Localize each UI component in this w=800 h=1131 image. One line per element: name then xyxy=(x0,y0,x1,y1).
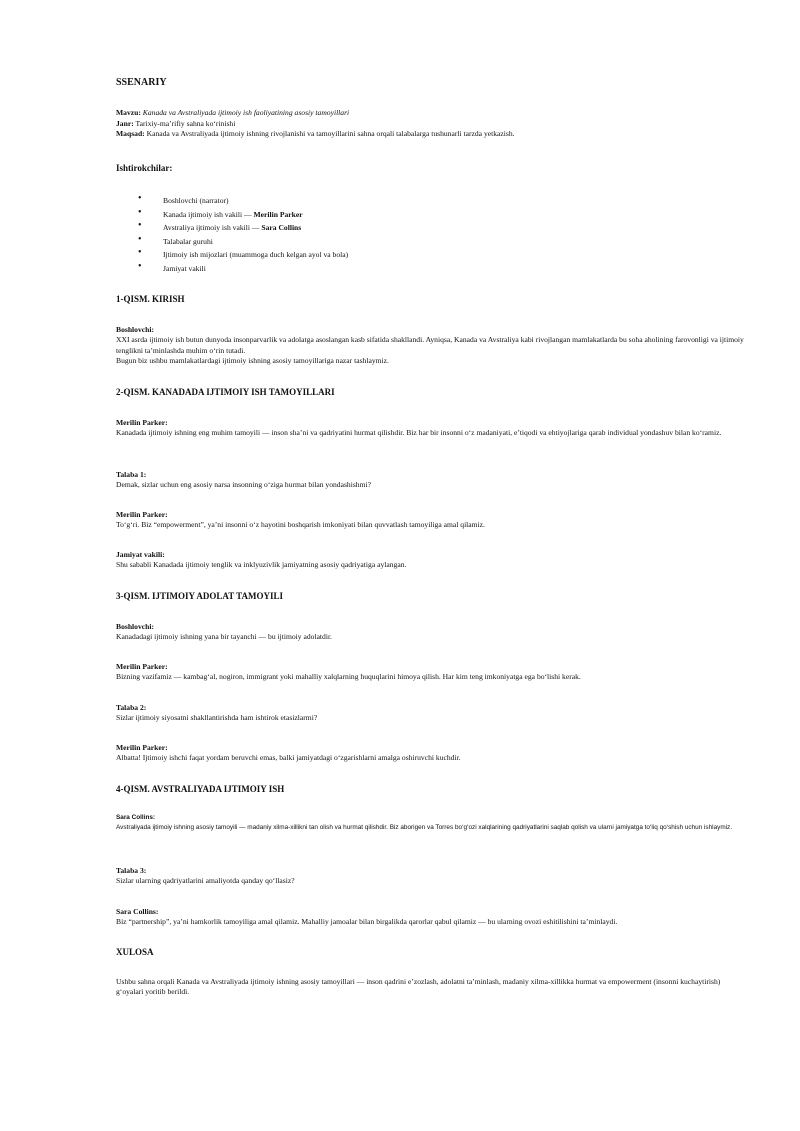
topic-line xyxy=(116,108,515,119)
speaker-name: Merilin Parker: xyxy=(116,418,168,427)
dialogue-text: Demak, sizlar uchun eng asosiy narsa insonning o‘ziga hurmat bilan yondashishmi? xyxy=(116,480,371,490)
dialogue-text: Bizning vazifamiz — kambag‘al, nogiron, immigrant yoki mahalliy xalqlarning huquqlarini himoya qilish. Har kim teng imkoniyatga ega bo‘lishi kerak. xyxy=(116,672,581,682)
participant-item: • Avstraliya ijtimoiy ish vakili — Sara Collins xyxy=(116,221,348,235)
section-heading-2: 2-QISM. KANADADA IJTIMOIY ISH TAMOYILLARI xyxy=(116,387,335,397)
dialogue-entry xyxy=(116,470,746,491)
dialogue-text: To‘g‘ri. Biz “empowerment”, ya’ni insonni o‘z hayotini boshqarish imkoniyati bilan quvvatlash tamoyiliga amal qilamiz. xyxy=(116,520,485,530)
dialogue-text: XXI asrda ijtimoiy ish butun dunyoda insonparvarlik va adolatga asoslangan kasb sifatida shakllandi. Ayniqsa, Kanada va Avstraliya kabi rivojlangan mamlakatlarda bu soha aholining farovonligi va ijtimoiy tenglikni ta’minlashda muhim o‘rin tutadi. xyxy=(116,335,744,355)
dialogue-entry xyxy=(116,907,746,928)
speaker-name: Talaba 1: xyxy=(116,470,147,479)
participant-item: • Talabalar guruhi xyxy=(116,235,348,249)
speaker-name: Merilin Parker: xyxy=(116,743,168,752)
dialogue-entry xyxy=(116,325,746,367)
dialogue-entry xyxy=(116,703,746,724)
topic-value: Kanada va Avstraliyada ijtimoiy ish faoliyatining asosiy tamoyillari xyxy=(142,108,350,117)
meta-block xyxy=(116,108,515,140)
speaker-name: Jamiyat vakili: xyxy=(116,550,165,559)
dialogue-entry xyxy=(116,510,746,531)
dialogue-text: Albatta! Ijtimoiy ishchi faqat yordam beruvchi emas, balki jamiyatdagi o‘zgarishlarni amalga oshiruvchi kuchdir. xyxy=(116,753,461,763)
dialogue-entry xyxy=(116,743,746,764)
participant-item: • Ijtimoiy ish mijozlari (muammoga duch kelgan ayol va bola) xyxy=(116,248,348,262)
dialogue-entry xyxy=(116,813,746,833)
speaker-name: Talaba 2: xyxy=(116,703,147,712)
participant-item: • Kanada ijtimoiy ish vakili — Merilin Parker xyxy=(116,208,348,222)
conclusion-text: Ushbu sahna orqali Kanada va Avstraliyada ijtimoiy ishning asosiy tamoyillari — inson qadrini e’zozlash, adolatni ta’minlash, madaniy xilma-xillikka hurmat va empowerment (insonni kuchaytirish) g‘oyalari yoritib berildi. xyxy=(116,977,721,997)
topic-label: Mavzu: xyxy=(116,108,141,117)
section-heading-4: 4-QISM. AVSTRALIYADA IJTIMOIY ISH xyxy=(116,784,285,794)
participant-item: • Jamiyat vakili xyxy=(116,262,348,276)
speaker-name: Merilin Parker: xyxy=(116,662,168,671)
dialogue-text: Avstraliyada ijtimoiy ishning asosiy tamoyili — madaniy xilma-xillikni tan olish va hurmat qilishdir. Biz aborigen va Torres bo‘g‘ozi xalqlarining qadriyatlarini saqlab qolish va ularni jamiyatga to‘liq qo‘shish uchun ishlaymiz. xyxy=(116,824,733,831)
speaker-name: Boshlovchi: xyxy=(116,325,154,334)
page-title: SSENARIY xyxy=(116,77,167,88)
dialogue-entry xyxy=(116,662,746,683)
speaker-name: Boshlovchi: xyxy=(116,622,154,631)
dialogue-text: Biz “partnership”, ya’ni hamkorlik tamoyiliga amal qilamiz. Mahalliy jamoalar bilan birgalikda qarorlar qabul qilamiz — bu ularning ovozi eshitilishini ta’minlaydi. xyxy=(116,917,618,927)
section-heading-1: 1-QISM. KIRISH xyxy=(116,294,185,304)
dialogue-text: Sizlar ijtimoiy siyosatni shakllantirishda ham ishtirok etasizlarmi? xyxy=(116,713,318,723)
speaker-name: Merilin Parker: xyxy=(116,510,168,519)
dialogue-text: Bugun biz ushbu mamlakatlardagi ijtimoiy ishning asosiy tamoyillariga nazar tashlaymiz. xyxy=(116,356,389,366)
speaker-name: Talaba 3: xyxy=(116,866,147,875)
goal-value: Kanada va Avstraliyada ijtimoiy ishning rivojlanishi va tamoyillarini sahna orqali talabalarga tushunarli tarzda yetkazish. xyxy=(146,129,515,139)
participant-item: • Boshlovchi (narrator) xyxy=(116,194,348,208)
goal-line xyxy=(116,129,515,140)
speaker-name: Sara Collins: xyxy=(116,907,159,916)
dialogue-entry xyxy=(116,550,746,571)
genre-value: Tarixiy-ma’rifiy sahna ko‘rinishi xyxy=(135,118,236,128)
dialogue-entry xyxy=(116,866,746,887)
participants-list xyxy=(116,194,348,275)
genre-line xyxy=(116,119,515,130)
genre-label: Janr: xyxy=(116,118,134,128)
speaker-name: Sara Collins: xyxy=(116,814,156,821)
section-heading-3: 3-QISM. IJTIMOIY ADOLAT TAMOYILI xyxy=(116,591,284,601)
goal-label: Maqsad: xyxy=(116,129,145,139)
section-heading-conclusion: XULOSA xyxy=(116,947,154,957)
dialogue-text: Kanadada ijtimoiy ishning eng muhim tamoyili — inson sha’ni va qadriyatini hurmat qilishdir. Biz har bir insonni o‘z madaniyati, e’tiqodi va ehtiyojlariga qarab individual yondashuv bilan ko‘ramiz. xyxy=(116,428,722,438)
dialogue-text: Shu sababli Kanadada ijtimoiy tenglik va inklyuzivlik jamiyatning asosiy qadriyatiga aylangan. xyxy=(116,560,407,570)
dialogue-text: Sizlar ularning qadriyatlarini amaliyotda qanday qo‘llasiz? xyxy=(116,876,295,886)
dialogue-text: Kanadadagi ijtimoiy ishning yana bir tayanchi — bu ijtimoiy adolatdir. xyxy=(116,632,332,642)
participants-heading: Ishtirokchilar: xyxy=(116,163,173,173)
dialogue-entry xyxy=(116,622,746,643)
dialogue-entry xyxy=(116,418,746,439)
